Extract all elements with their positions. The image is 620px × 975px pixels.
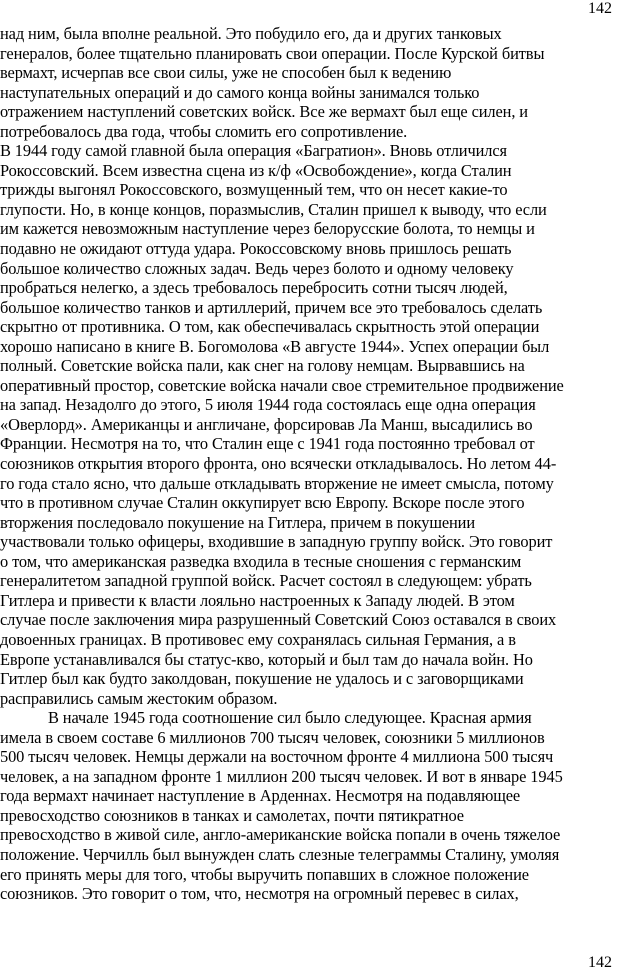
text-line: полный. Советские войска пали, как снег на голову немцам. Вырвавшись на (0, 356, 525, 376)
text-line: им кажется невозможным наступление через белорусские болота, то немцы и (0, 219, 535, 239)
text-line: Гитлер был как будто заколдован, покушение не удалось и с заговорщиками (0, 669, 524, 689)
text-line: расправились самым жестоким образом. (0, 688, 278, 708)
text-line: наступательных операций и до самого конца войны занимался только (0, 82, 480, 102)
text-line: союзников открытия второго фронта, оно всячески откладывалось. Но летом 44- (0, 454, 557, 474)
text-line: участвовали только офицеры, входившие в западную группу войск. Это говорит (0, 532, 553, 552)
text-line: вторжения последовало покушение на Гитлера, причем в покушении (0, 512, 475, 532)
text-line: положение. Черчилль был вынужден слать слезные телеграммы Сталину, умоляя (0, 844, 560, 864)
text-line: Гитлера и привести к власти лояльно настроенных к Западу людей. В этом (0, 590, 515, 610)
text-line: большое количество танков и артиллерий, причем все это требовалось сделать (0, 297, 543, 317)
text-line: вермахт, исчерпав все свои силы, уже не способен был к ведению (0, 63, 452, 83)
text-line: генералов, более тщательно планировать свои операции. После Курской битвы (0, 43, 545, 63)
text-line: В начале 1945 года соотношение сил было следующее. Красная армия (48, 708, 532, 728)
text-line: случае после заключения мира разрушенный Советский Союз оставался в своих (0, 610, 557, 630)
text-line: его принять меры для того, чтобы выручить попавших в сложное положение (0, 864, 529, 884)
text-line: довоенных границах. В противовес ему сохранялась сильная Германия, а в (0, 629, 516, 649)
text-line: что в противном случае Сталин оккупирует всю Европу. Вскоре после этого (0, 493, 525, 513)
text-line: отражением наступлений советских войск. Все же вермахт был еще силен, и (0, 102, 528, 122)
text-line: потребовалось два года, чтобы сломить его сопротивление. (0, 121, 408, 141)
text-line: «Оверлорд». Американцы и англичане, форсировав Ла Манш, высадились во (0, 414, 533, 434)
text-line: Европе устанавливался бы статус-кво, который и был там до начала войн. Но (0, 649, 533, 669)
text-line: подавно не ожидают оттуда удара. Рокоссовскому вновь пришлось решать (0, 239, 512, 259)
text-line: о том, что американская разведка входила в тесные сношения с германским (0, 551, 522, 571)
text-line: превосходство союзников в танках и самолетах, почти пятикратное (0, 805, 464, 825)
text-line: генералитетом западной группой войск. Расчет состоял в следующем: убрать (0, 571, 532, 591)
page-number-top: 142 (588, 0, 612, 17)
text-line: большое количество сложных задач. Ведь через болото и одному человеку (0, 258, 514, 278)
text-line: союзников. Это говорит о том, что, несмотря на огромный перевес в силах, (0, 884, 519, 904)
text-line: года вермахт начинает наступление в Арденнах. Несмотря на подавляющее (0, 786, 521, 806)
text-line: 500 тысяч человек. Немцы держали на восточном фронте 4 миллиона 500 тысяч (0, 747, 554, 767)
text-line: превосходство в живой силе, англо-американские войска попали в очень тяжелое (0, 825, 561, 845)
text-line: трижды выгонял Рокоссовского, возмущенный тем, что он несет какие-то (0, 180, 508, 200)
document-body (0, 24, 620, 904)
text-line: скрытно от противника. О том, как обеспечивалась скрытность этой операции (0, 317, 540, 337)
text-line: над ним, была вполне реальной. Это побудило его, да и других танковых (0, 24, 502, 43)
text-line: глупости. Но, в конце концов, поразмыслив, Сталин пришел к выводу, что если (0, 199, 547, 219)
text-line: человек, а на западном фронте 1 миллион 200 тысяч человек. И вот в январе 1945 (0, 766, 563, 786)
text-line: хорошо написано в книге В. Богомолова «В августе 1944». Успех операции был (0, 336, 550, 356)
text-line: В 1944 году самой главной была операция «Багратион». Вновь отличился (0, 141, 507, 161)
text-line: Франции. Несмотря на то, что Сталин еще с 1941 года постоянно требовал от (0, 434, 535, 454)
text-line: пробраться нелегко, а здесь требовалось перебросить сотни тысяч людей, (0, 278, 508, 298)
text-line: Рокоссовский. Всем известна сцена из к/ф «Освобождение», когда Сталин (0, 160, 512, 180)
text-line: имела в своем составе 6 миллионов 700 тысяч человек, союзники 5 миллионов (0, 727, 545, 747)
text-line: оперативный простор, советские войска начали свое стремительное продвижение (0, 375, 564, 395)
text-line: на запад. Незадолго до этого, 5 июля 1944 года состоялась еще одна операция (0, 395, 536, 415)
text-line: го года стало ясно, что дальше откладывать вторжение не имеет смысла, потому (0, 473, 554, 493)
page-number-bottom: 142 (588, 954, 612, 971)
